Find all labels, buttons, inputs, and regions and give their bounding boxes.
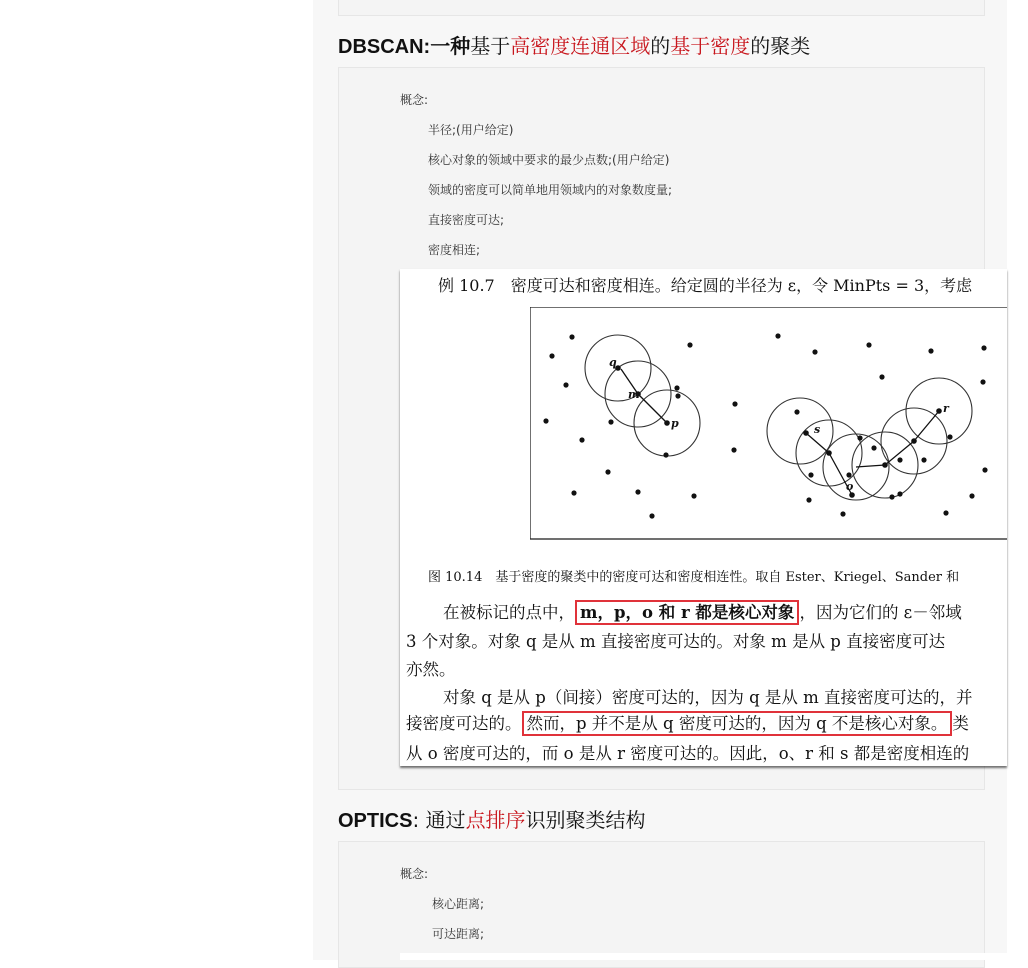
textbook-scan-image	[400, 269, 1007, 766]
concept-item: 直接密度可达;	[428, 213, 505, 227]
density-reachability-diagram	[530, 307, 1007, 543]
next-figure-top	[400, 953, 1007, 960]
figure-paragraph	[443, 599, 962, 623]
concept-item: 核心对象的领域中要求的最少点数;(用户给定)	[428, 153, 670, 167]
concept-item: 半径;(用户给定)	[428, 123, 514, 137]
para-text: 在被标记的点中，	[443, 603, 575, 622]
label-p: p	[671, 417, 679, 430]
concept-label: 概念:	[400, 93, 429, 107]
left-margin	[0, 0, 313, 960]
concept-item: 核心距离;	[432, 897, 485, 911]
heading-text: 的	[650, 34, 671, 58]
point-labels	[609, 356, 950, 493]
heading-highlight: 基于密度	[670, 34, 751, 58]
figure-paragraph	[406, 710, 969, 734]
heading-text: 的聚类	[750, 34, 811, 58]
para-text: 类	[952, 714, 969, 733]
concept-label: 概念:	[400, 867, 429, 881]
heading-text: 识别聚类结构	[525, 808, 646, 832]
concept-item: 可达距离;	[432, 927, 485, 941]
highlight-box: 然而，p 并不是从 q 密度可达的，因为 q 不是核心对象。	[522, 711, 953, 736]
example-title: 例 10.7 密度可达和密度相连。给定圆的半径为 ε，令 MinPts = 3，考虑	[438, 276, 973, 295]
dbscan-heading	[338, 30, 810, 59]
optics-heading-lead: OPTICS	[338, 810, 413, 832]
concept-item: 领域的密度可以简单地用领域内的对象数度量;	[428, 183, 673, 197]
figure-paragraph: 亦然。	[406, 660, 456, 679]
label-o: o	[846, 480, 854, 493]
figure-caption: 图 10.14 基于密度的聚类中的密度可达和密度相连性。取自 Ester、Kriegel、Sander 和	[428, 570, 960, 585]
para-text: ，因为它们的 ε－邻域	[799, 603, 962, 622]
dbscan-heading-lead: DBSCAN:	[338, 36, 431, 58]
heading-text: : 通过	[412, 808, 466, 832]
label-m: m	[628, 388, 640, 401]
previous-panel-end	[338, 0, 985, 16]
figure-paragraph: 3 个对象。对象 q 是从 m 直接密度可达的。对象 m 是从 p 直接密度可达	[406, 632, 946, 651]
heading-highlight: 高密度连通区域	[510, 34, 651, 58]
label-r: r	[943, 402, 949, 415]
optics-heading	[338, 804, 646, 833]
label-q: q	[609, 356, 617, 369]
heading-text: 一种	[430, 34, 471, 58]
right-margin	[1007, 0, 1028, 960]
reachability-arrows	[621, 369, 939, 495]
figure-paragraph: 从 o 密度可达的，而 o 是从 r 密度可达的。因此，o、r 和 s 都是密度相连的	[406, 744, 970, 763]
neighborhood-circles	[585, 335, 972, 500]
heading-text: 基于	[470, 34, 511, 58]
concept-item: 密度相连;	[428, 243, 481, 257]
figure-paragraph: 对象 q 是从 p（间接）密度可达的，因为 q 是从 m 直接密度可达的，并	[443, 688, 973, 707]
para-text: 接密度可达的。	[406, 714, 522, 733]
highlight-box: m，p，o 和 r 都是核心对象	[575, 600, 799, 625]
label-s: s	[814, 423, 821, 436]
heading-highlight: 点排序	[465, 808, 526, 832]
